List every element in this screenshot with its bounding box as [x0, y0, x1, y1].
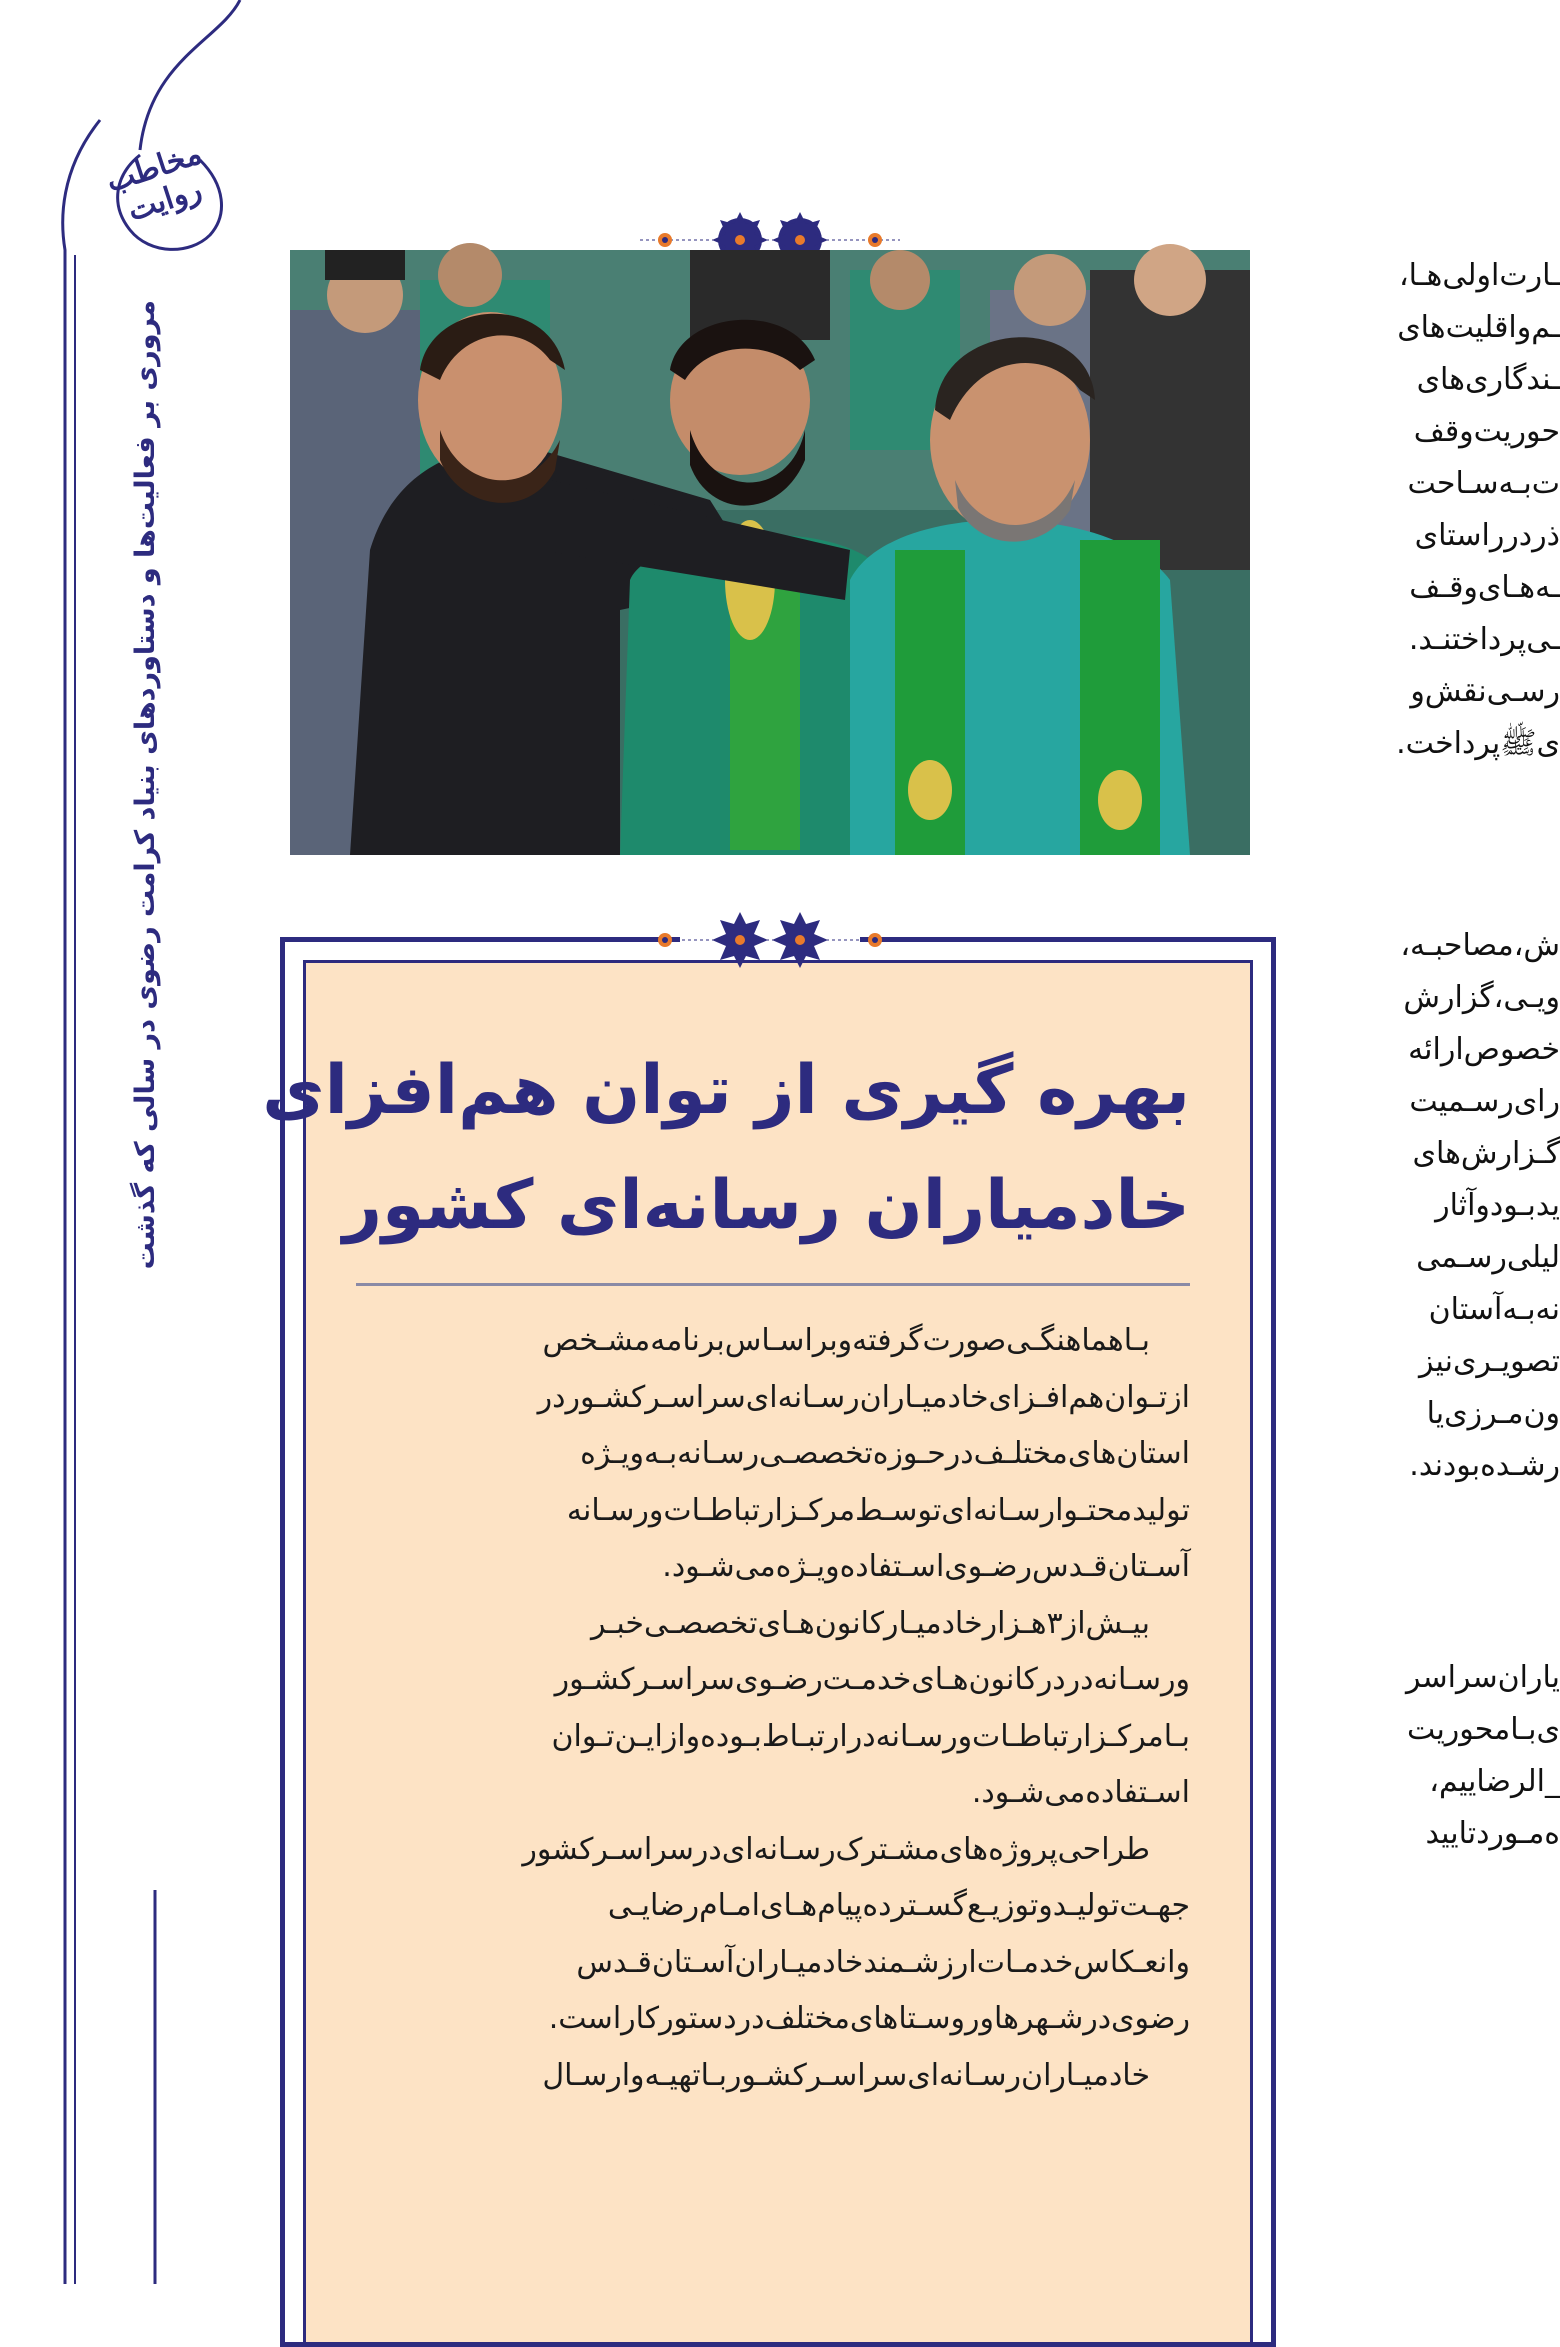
article-paragraph: بیـش‌از‌۳هـزار‌خادمیـار‌کانون‌هـای‌تخصصـی‌خبـر ورسـانه‌دردرکانون‌هـای‌خدمـت‌رضـوی‌سراسـر‌کشـور بـامرکـزارتباطـات‌ورسـانه‌درارتبـاط‌بـوده‌وازایـن‌تـوان اسـتفاده‌می‌شـود. — [551, 1605, 1190, 1810]
article-body — [356, 1313, 1190, 2104]
right-column-line: خصوص‌ارائه — [1408, 1032, 1560, 1067]
right-column-line: رشـده‌بودند. — [1409, 1448, 1560, 1483]
right-column-line: ش،مصاحبـه، — [1400, 928, 1560, 963]
right-column-line: ـی‌پرداختنـد. — [1408, 622, 1560, 657]
right-column-line: رسـی‌نقش‌و — [1410, 674, 1560, 709]
right-column-line: ت‌بـه‌سـاحت — [1407, 466, 1560, 501]
right-column-line: لیلی‌رسـمی — [1416, 1240, 1560, 1275]
article-inner-panel — [262, 960, 1253, 2342]
right-column-group-1 — [1300, 250, 1560, 770]
article-paragraph: طراحی‌پروژه‌های‌مشـترک‌رسـانه‌ای‌درسراسـر‌کشور جهـت‌تولیـدوتوزیـع‌گسـترده‌پیام‌هـای‌امـام‌رضایـی وانعـکاس‌خدمـات‌ارزشـمندخادمیـاران‌آسـتان‌قـدس رضوی‌درشـهرهاوروسـتاهای‌مختلف‌دردستور‌کاراست. — [522, 1831, 1190, 2036]
headline-rule — [356, 1283, 1190, 1286]
vertical-section-title — [128, 300, 164, 1860]
headline-line-1: بهره گیری از توان هم‌افزای — [262, 1051, 1190, 1130]
right-column-line: گـزارش‌های — [1412, 1136, 1560, 1171]
right-column-line: نه‌بـه‌آستان — [1428, 1292, 1560, 1327]
right-column-line: ه‌مـوردتایید — [1425, 1816, 1560, 1851]
right-column-line: تصویـری‌نیز — [1419, 1344, 1560, 1379]
article-headline — [262, 1033, 1190, 1263]
right-column-group-3 — [1300, 1652, 1560, 1860]
right-column-line: ـه‌هـای‌وقـف — [1409, 570, 1560, 605]
vertical-section-title-text: مروری بر فعالیت‌ها و دستاوردهای بنیاد کرامت رضوی در سالی که گذشت — [130, 300, 161, 1270]
right-column-line: ـارت‌اولی‌هـا، — [1398, 258, 1560, 293]
right-column-line: ی‌بـامحوریت — [1407, 1712, 1560, 1747]
article-paragraph: بـاهماهنگـی‌صورت‌گرفته‌وبراسـاس‌برنامه‌مشـخص از‌تـوان‌هم‌افـزای‌خادمیـاران‌رسـانه‌ای‌سراسـر‌کشـور‌در استان‌های‌مختلـف‌درحـوزه‌تخصصـی‌رسـانه‌بـه‌ویـژه تولیدمحتـوار‌سـانه‌ای‌توسـط‌مرکـز‌ارتباطـات‌ورسـانه آسـتان‌قـدس‌رضـوی‌اسـتفاده‌ویـژه‌می‌شـود. — [537, 1323, 1190, 1584]
right-column-line: ون‌مـرزی‌یا — [1426, 1396, 1560, 1431]
right-column-line: ـم‌واقلیت‌های — [1397, 310, 1560, 345]
article-paragraph: خادمیـاران‌رسـانه‌ای‌سراسـر‌کشـور‌بـاتهیـه‌وارسـال — [542, 2057, 1150, 2093]
right-column-line: ویـی،گزارش — [1403, 980, 1560, 1015]
right-column-group-2 — [1300, 920, 1560, 1492]
right-column-line: ی‌ﷺ‌پرداخت. — [1396, 726, 1560, 761]
right-column-line: ذردرراستای — [1414, 518, 1560, 553]
right-column-text — [1300, 250, 1560, 1860]
right-column-line: یاران‌سراسر — [1405, 1660, 1560, 1695]
right-column-line: ـندگاری‌های — [1416, 362, 1560, 397]
ceremony-photo-illustration — [290, 250, 1250, 855]
right-column-line: _الرضاییم، — [1429, 1764, 1560, 1799]
ceremony-photo — [290, 250, 1250, 855]
right-column-line: یدبـودوآثار — [1435, 1188, 1560, 1223]
right-column-line: حوریت‌وقف — [1413, 414, 1560, 449]
right-column-line: رای‌رسـمیت — [1409, 1084, 1560, 1119]
logo-text: مخاطب روایت — [102, 136, 207, 229]
article-box — [262, 937, 1276, 2347]
box-floral-ornament — [620, 895, 920, 975]
headline-line-2: خادمیاران رسانه‌ای کشور — [342, 1166, 1190, 1245]
